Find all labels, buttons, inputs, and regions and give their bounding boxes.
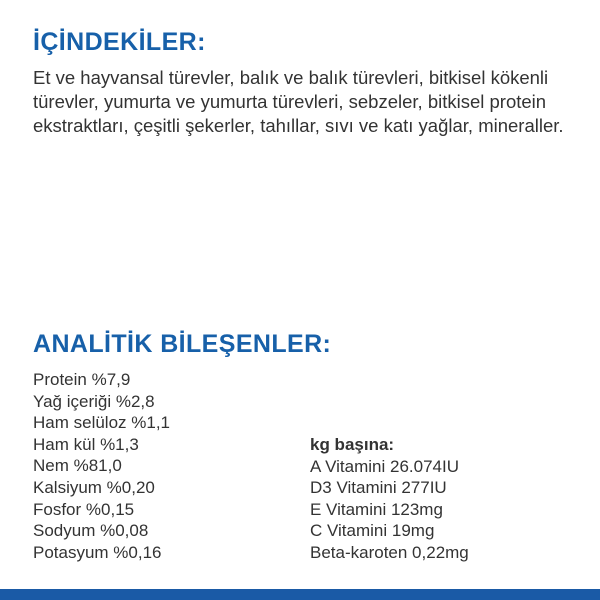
constituent-item: Fosfor %0,15 <box>33 499 135 519</box>
constituent-item: Ham selüloz %1,1 <box>33 413 171 433</box>
ingredients-heading: İÇİNDEKİLER: <box>33 28 206 56</box>
vitamin-item: C Vitamini 19mg <box>310 521 435 541</box>
bottom-accent-bar <box>0 589 600 600</box>
constituent-item: Sodyum %0,08 <box>33 521 149 541</box>
constituent-item: Nem %81,0 <box>33 456 122 476</box>
constituent-item: Ham kül %1,3 <box>33 434 139 454</box>
constituent-item: Potasyum %0,16 <box>33 542 162 562</box>
constituent-item: Protein %7,9 <box>33 370 131 389</box>
constituent-item: Yağ içeriği %2,8 <box>33 391 155 411</box>
per-kg-label: kg başına: <box>310 435 395 454</box>
vitamin-item: A Vitamini 26.074IU <box>310 456 459 476</box>
analytical-constituents-heading: ANALİTİK BİLEŞENLER: <box>33 330 332 358</box>
vitamin-item: E Vitamini 123mg <box>310 499 443 519</box>
vitamin-list <box>310 434 469 564</box>
vitamin-item: Beta-karoten 0,22mg <box>310 542 469 562</box>
analytical-constituents-list <box>33 369 170 563</box>
ingredients-text: Et ve hayvansal türevler, balık ve balık türevleri, bitkisel kökenli türevler, yumurta ve yumurta türevleri, sebzeler, bitkisel protein ekstraktları, çeşitli şekerler, tahıllar, sıvı ve katı yağlar, mineraller. <box>33 67 564 136</box>
vitamin-item: D3 Vitamini 277IU <box>310 478 447 498</box>
constituent-item: Kalsiyum %0,20 <box>33 477 155 497</box>
